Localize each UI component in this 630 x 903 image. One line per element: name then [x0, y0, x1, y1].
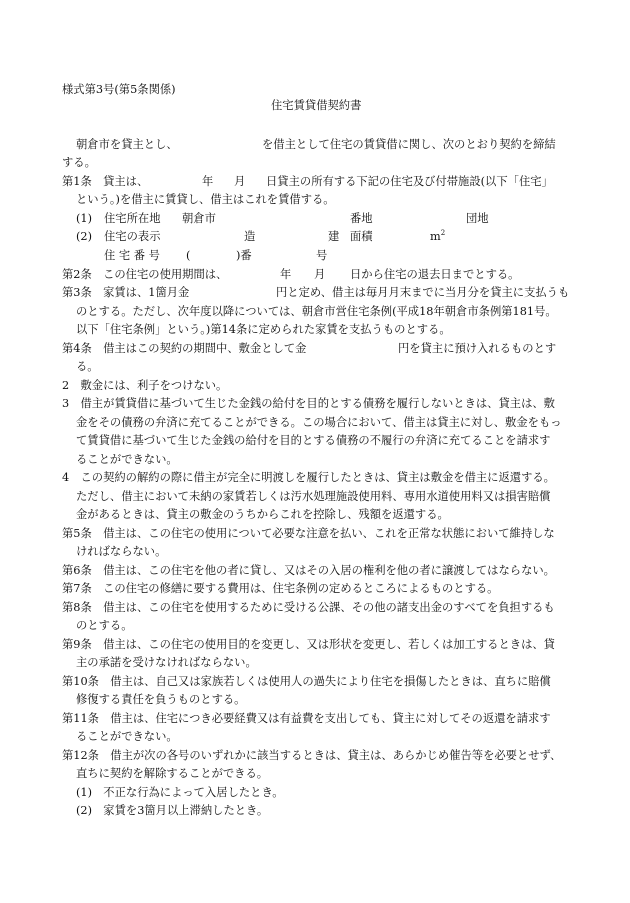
- intro-lessor: 朝倉市を貸主とし、: [76, 138, 178, 151]
- article-1-month: 月: [234, 175, 246, 188]
- article-4-head: 第4条 借主はこの契約の期間中、敷金として金: [62, 342, 307, 355]
- item-1-label: 住宅所在地: [104, 212, 161, 225]
- item-2-number: (2): [76, 230, 93, 243]
- document-title: 住宅賃貸借契約書: [271, 99, 362, 112]
- article-8-line-1: 第8条 借主は、この住宅を使用するために受ける公課、その他の諸支出金のすべてを負担するも: [62, 601, 555, 614]
- article-2-text: 日から住宅の退去日までとする。: [350, 268, 520, 281]
- article-1-text: 日貸主の所有する下記の住宅及び付帯施設(以下「住宅」: [266, 175, 553, 188]
- item-2-label: 住宅の表示: [104, 230, 161, 243]
- article-4-para-3-line-2: 金をその債務の弁済に充てることができる。この場合において、借主は貸主に対し、敷金をもっ: [76, 416, 562, 429]
- article-4-para-3-line-4: ることができない。: [76, 453, 178, 466]
- article-2-year: 年: [280, 268, 292, 281]
- item-1-banchi: 番地: [350, 212, 373, 225]
- item-2-area-label: 面積: [350, 230, 373, 243]
- article-4-para-4-line-2: ただし、借主において未納の家賃若しくは汚水処理施設使用料、専用水道使用料又は損害賠償: [76, 490, 551, 503]
- article-12-item-1: (1) 不正な行為によって入居したとき。: [76, 786, 284, 799]
- article-2-head: 第2条 この住宅の使用期間は、: [62, 268, 228, 281]
- article-4-para-4-line-1: 4 この契約の解約の際に借主が完全に明渡しを履行したときは、貸主は敷金を借主に返還する。: [62, 471, 555, 484]
- article-12-item-2: (2) 家賃を3箇月以上滞納したとき。: [76, 804, 269, 817]
- article-4-line-2: る。: [76, 360, 99, 373]
- item-3-label: 住 宅 番 号: [104, 249, 160, 262]
- article-11-line-2: ることができない。: [76, 730, 178, 743]
- article-11-line-1: 第11条 借主は、住宅につき必要経費又は有益費を支出しても、貸主に対してその返還を請求す: [62, 712, 551, 725]
- item-3-gou: 号: [316, 249, 328, 262]
- article-4-para-3-line-3: て賃貸借に基づいて生じた金銭の給付を目的とする債務の不履行の弁済に充てることを請求す: [76, 434, 551, 447]
- article-9-line-1: 第9条 借主は、この住宅の使用目的を変更し、又は形状を変更し、若しくは加工するときは、貸: [62, 638, 555, 651]
- item-1-city: 朝倉市: [182, 212, 216, 225]
- item-3-paren-close: )番: [236, 249, 252, 262]
- article-12-line-1: 第12条 借主が次の各号のいずれかに該当するときは、貸主は、あらかじめ催告等を必要とせず、: [62, 749, 562, 762]
- article-10-line-1: 第10条 借主は、自己又は家族若しくは使用人の過失により住宅を損傷したときは、直ちに賠償: [62, 675, 551, 688]
- article-7: 第7条 この住宅の修繕に要する費用は、住宅条例の定めるところによるものとする。: [62, 582, 499, 595]
- article-3-line-3: 以下「住宅条例」という。)第14条に定められた家賃を支払うものとする。: [76, 323, 451, 336]
- article-3-text: 円と定め、借主は毎月月末までに当月分を貸主に支払うも: [276, 286, 570, 299]
- article-12-line-2: 直ちに契約を解除することができる。: [76, 767, 269, 780]
- item-1-number: (1): [76, 212, 93, 225]
- article-6: 第6条 借主は、この住宅を他の者に貸し、又はその入居の権利を他の者に譲渡してはならない。: [62, 564, 555, 577]
- item-2-area-unit: $m^2$: [430, 229, 446, 243]
- item-1-danchi: 団地: [466, 212, 489, 225]
- article-4-para-4-line-3: 金があるときは、貸主の敷金のうちからこれを控除し、残額を返還する。: [76, 508, 449, 521]
- article-1-year: 年: [202, 175, 214, 188]
- intro-lessee: を借主として住宅の賃貸借に関し、次のとおり契約を締結: [262, 138, 556, 151]
- article-9-line-2: 主の承諾を受けなければならない。: [76, 656, 257, 669]
- article-4-text: 円を貸主に預け入れるものとす: [398, 342, 557, 355]
- form-label: 様式第3号(第5条関係): [62, 83, 176, 96]
- article-3-line-2: のとする。ただし、次年度以降については、朝倉市営住宅条例(平成18年朝倉市条例第181号。: [76, 305, 557, 318]
- article-10-line-2: 修復する責任を負うものとする。: [76, 693, 246, 706]
- article-1-head: 第1条 貸主は、: [62, 175, 149, 188]
- article-3-head: 第3条 家賃は、1箇月金: [62, 286, 190, 299]
- article-8-line-2: のとする。: [76, 619, 133, 632]
- item-3-paren-open: (: [186, 249, 191, 262]
- article-4-para-3-line-1: 3 借主が賃貸借に基づいて生じた金銭の給付を目的とする債務を履行しないときは、貸主は、敷: [62, 397, 555, 410]
- article-5-line-2: ければならない。: [76, 545, 167, 558]
- article-4-para-2: 2 敷金には、利子をつけない。: [62, 379, 228, 392]
- article-1-cont: という。)を借主に賃貸し、借主はこれを賃借する。: [76, 193, 335, 206]
- item-2-structure: 造: [244, 230, 256, 243]
- article-5-line-1: 第5条 借主は、この住宅の使用について必要な注意を払い、これを正常な状態において維持しな: [62, 527, 555, 540]
- intro-end: する。: [62, 156, 96, 169]
- article-2-month: 月: [314, 268, 326, 281]
- item-2-floors: 建: [328, 230, 340, 243]
